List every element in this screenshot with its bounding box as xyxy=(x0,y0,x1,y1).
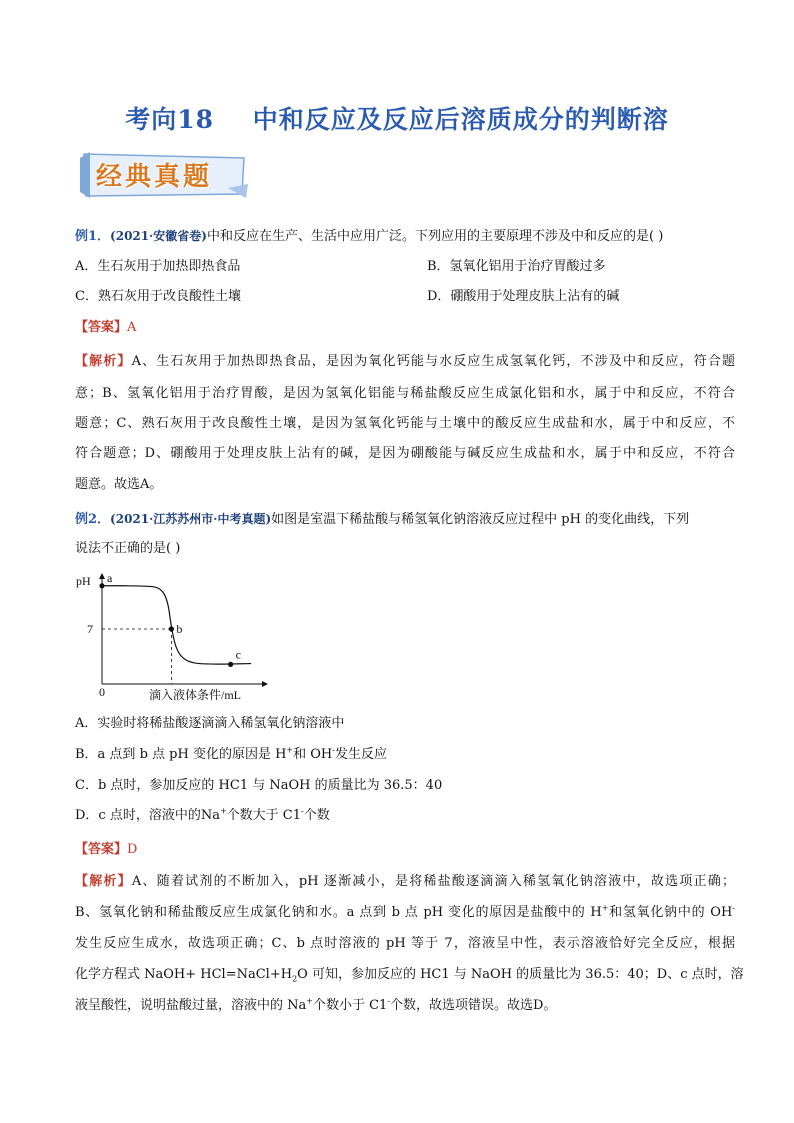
q2-analysis-sup: + xyxy=(601,903,609,913)
section-banner-text: 经典真题 xyxy=(96,162,213,192)
q2-analysis-text: 个数，故选项错误。故选D。 xyxy=(390,998,557,1013)
page-title: 考向18 中和反应及反应后溶质成分的判断溶 xyxy=(125,105,669,134)
q2-analysis-sup: - xyxy=(732,903,735,913)
point-label-b: b xyxy=(176,622,183,636)
q2-label: 例2． xyxy=(75,512,111,527)
q2-option-d-text: 个数 xyxy=(303,808,330,823)
q1-option-b: B．氢氧化铝用于治疗胃酸过多 xyxy=(427,259,606,274)
point-label-a: a xyxy=(107,570,113,585)
q1-analysis-text: A、生石灰用于加热即热食品，是因为氧化钙能与水反应生成氢氧化钙，不涉及中和反应，符合题 xyxy=(131,354,735,369)
q1-analysis-line: 题意。故选A。 xyxy=(75,477,163,492)
q2-option-b-text: 和 OH xyxy=(293,747,333,762)
q2-analysis-tag: 【解析】 xyxy=(75,874,132,889)
q2-option-a: A．实验时将稀盐酸逐滴滴入稀氢氧化钠溶液中 xyxy=(75,716,345,731)
q2-stem: 如图是室温下稀盐酸与稀氢氧化钠溶液反应过程中 pH 的变化曲线，下列 xyxy=(271,512,690,527)
q2-analysis-text: A、随着试剂的不断加入，pH 逐渐减小，是将稀盐酸逐滴滴入稀氢氧化钠溶液中，故选项正确； xyxy=(131,874,735,889)
q2-option-d-text: D．c 点时，溶液中的Na xyxy=(75,808,220,823)
q2-option-d xyxy=(75,806,735,826)
q2-analysis-line xyxy=(75,996,735,1016)
q2-analysis-sup: - xyxy=(387,996,391,1006)
q2-answer-tag: 【答案】 xyxy=(75,842,128,857)
q2-option-b-sup: + xyxy=(286,745,294,755)
q1-analysis-tag: 【解析】 xyxy=(75,354,132,369)
q2-source: (2021·江苏苏州市·中考真题) xyxy=(110,512,272,526)
q2-analysis-sup: + xyxy=(306,996,313,1006)
ph-curve-chart xyxy=(75,566,275,704)
q1-stem-line xyxy=(75,226,735,247)
q2-option-b xyxy=(75,745,735,765)
q2-option-b-text: 发生反应 xyxy=(334,747,387,762)
q2-option-d-sup: - xyxy=(301,806,304,816)
origin-label: 0 xyxy=(99,685,105,699)
q2-analysis-text: 化学方程式 NaOH+ HCl=NaCl+H xyxy=(75,967,293,982)
q2-stem-line2: 说法不正确的是( ) xyxy=(75,541,181,556)
q2-option-c: C．b 点时，参加反应的 HC1 与 NaOH 的质量比为 36.5：40 xyxy=(75,778,443,793)
q1-options-row2 xyxy=(75,287,735,307)
q1-analysis-line: 意；B、氢氧化铝用于治疗胃酸，是因为氢氧化铝能与稀盐酸反应生成氯化铝和水，属于中和反应，不符合 xyxy=(75,386,735,401)
q1-analysis-line: 符合题意；D、硼酸用于处理皮肤上沾有的碱，是因为硼酸能与碱反应生成盐和水，属于中和反应，不符合 xyxy=(75,446,735,461)
q2-analysis-text: 液呈酸性，说明盐酸过量，溶液中的 Na xyxy=(75,998,307,1013)
q2-option-b-sup: - xyxy=(332,745,335,755)
q2-answer xyxy=(75,840,735,860)
q1-source: (2021·安徽省卷) xyxy=(110,229,207,243)
q1-analysis-line: 题意；C、熟石灰用于改良酸性土壤，是因为氢氧化钙能与土壤中的酸反应生成盐和水，属于中和反应，不 xyxy=(75,416,735,431)
q2-analysis-text: 和氢氧化钠中的 OH xyxy=(608,905,733,920)
q1-option-c: C．熟石灰用于改良酸性土壤 xyxy=(75,289,241,304)
q2-analysis-line xyxy=(75,965,744,985)
q2-stem-line xyxy=(75,509,735,530)
q2-analysis-line xyxy=(75,903,735,923)
x-axis-label: 滴入液体条件/mL xyxy=(149,688,241,702)
q2-analysis-sub: 2 xyxy=(292,974,298,984)
q2-answer-value: D xyxy=(127,842,138,857)
q1-answer-value: A xyxy=(127,320,137,335)
y-axis-label: pH xyxy=(76,574,91,588)
q2-option-b-text: B．a 点到 b 点 pH 变化的原因是 H xyxy=(75,747,287,762)
q2-option-d-text: 个数大于 C1 xyxy=(226,808,302,823)
point-label-c: c xyxy=(235,647,241,662)
point-b xyxy=(169,626,174,631)
q1-analysis-line xyxy=(75,352,735,372)
q2-analysis-text: 个数小于 C1 xyxy=(312,998,388,1013)
q1-option-d: D．硼酸用于处理皮肤上沾有的碱 xyxy=(427,289,620,304)
q1-stem: 中和反应在生产、生活中应用广泛。下列应用的主要原理不涉及中和反应的是( ) xyxy=(206,229,664,244)
q2-analysis-line: 发生反应生成水，故选项正确；C、b 点时溶液的 pH 等于 7，溶液呈中性，表示溶液恰好完全反应，根据 xyxy=(75,936,735,951)
y-tick-label: 7 xyxy=(87,622,93,636)
point-c xyxy=(228,662,233,667)
q2-analysis-text: B、氢氧化钠和稀盐酸反应生成氯化钠和水。a 点到 b 点 pH 变化的原因是盐酸中的 H xyxy=(75,905,602,920)
q1-answer-tag: 【答案】 xyxy=(75,320,128,335)
q1-option-a: A．生石灰用于加热即热食品 xyxy=(75,259,241,274)
q1-options-row1 xyxy=(75,257,735,277)
q1-answer xyxy=(75,318,735,338)
q2-option-d-sup: + xyxy=(219,806,227,816)
point-a xyxy=(99,583,104,588)
q1-label: 例1． xyxy=(75,229,111,244)
q2-analysis-line xyxy=(75,872,735,892)
q2-analysis-text: O 可知，参加反应的 HC1 与 NaOH 的质量比为 36.5：40；D、c 点时，溶 xyxy=(297,967,744,982)
